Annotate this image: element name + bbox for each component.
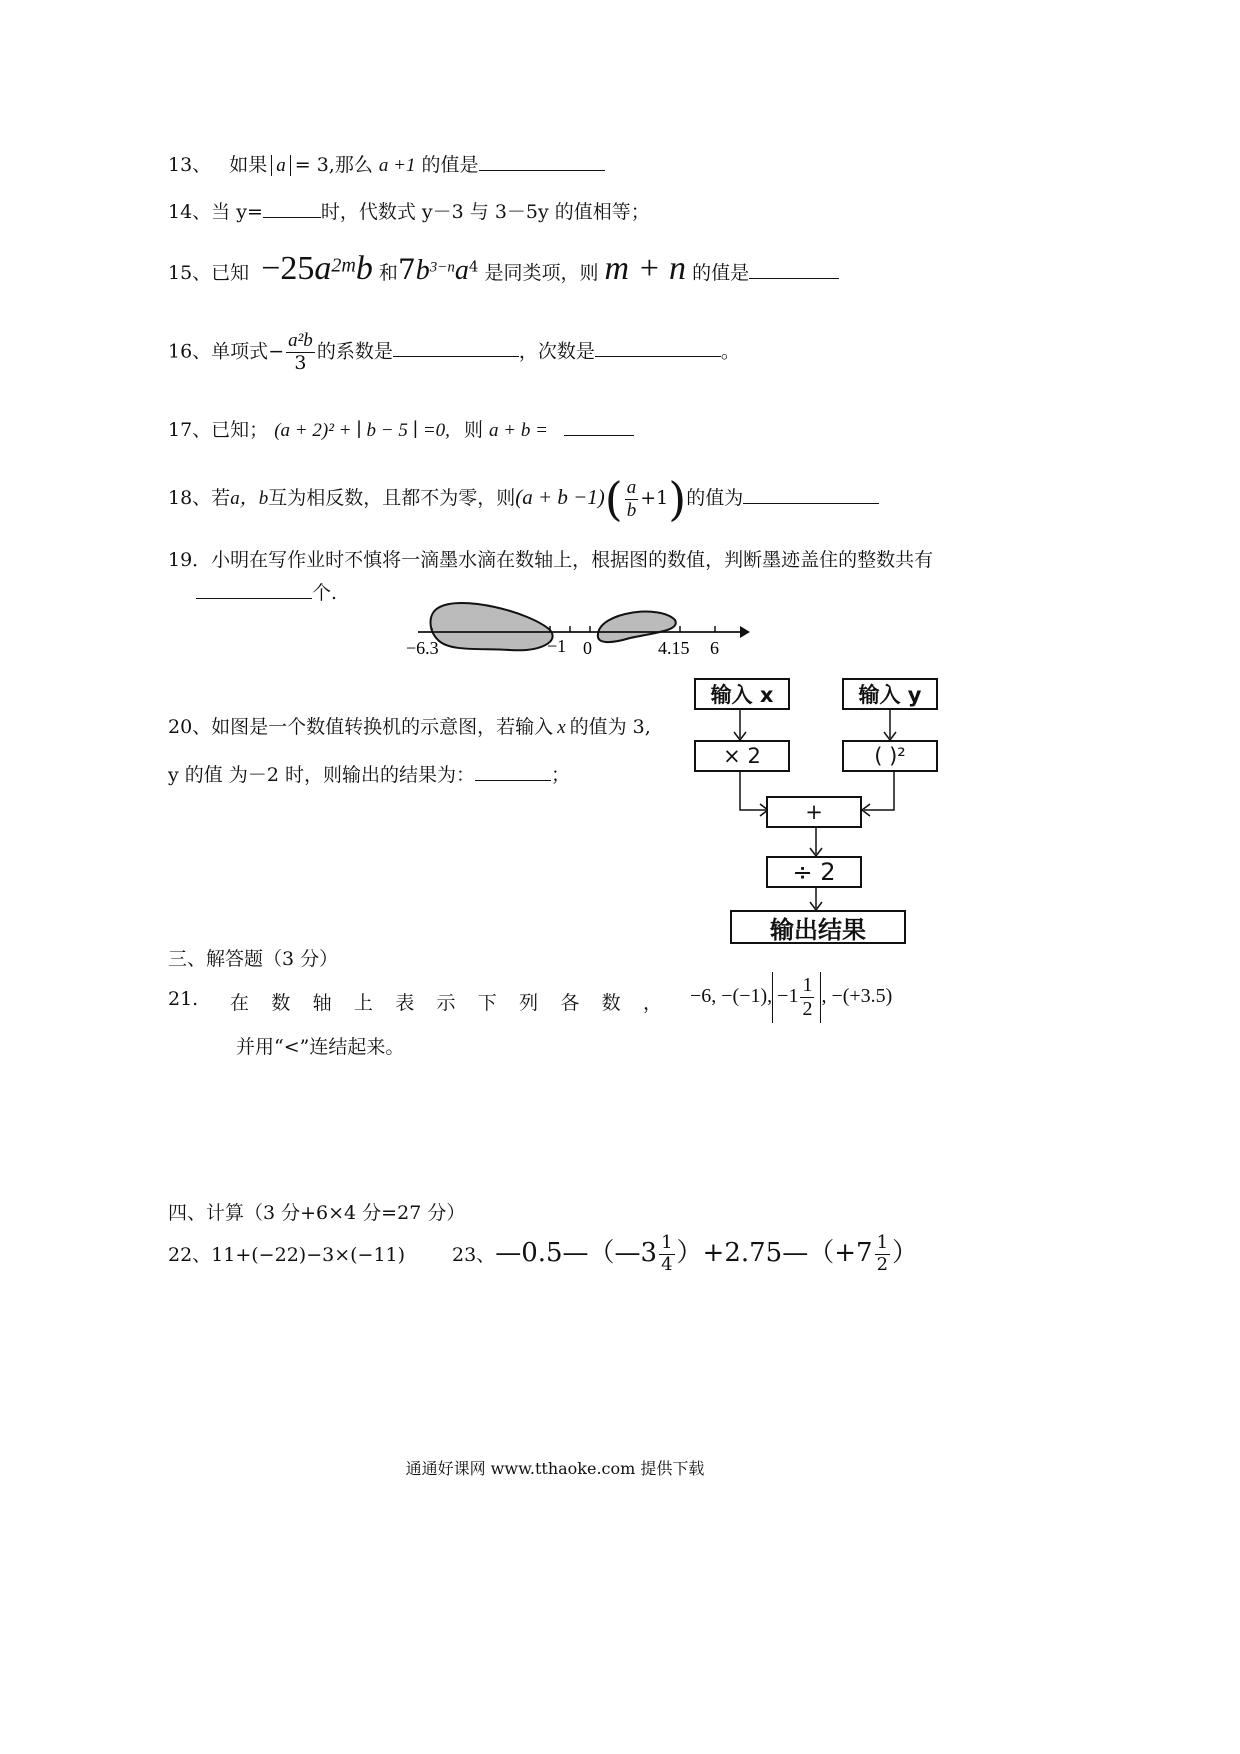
q21-abs-num: 1 [802, 974, 813, 996]
q21-char: 下 [477, 992, 497, 1014]
q15-expr: m + n [604, 250, 687, 287]
q21-char: 示 [436, 992, 456, 1014]
q16-comma: ，次数是 [518, 340, 595, 363]
q21-char: 轴 [312, 992, 332, 1014]
q21-line2: 并用“<”连结起来。 [236, 1036, 405, 1058]
question-13 [168, 150, 605, 177]
q18-number: 18、若 [168, 487, 231, 509]
q16-mid: 的系数是 [316, 340, 393, 363]
q15-coef2: 7 [397, 253, 416, 286]
q15-exp2: 3−n [429, 259, 455, 276]
q21-char: 列 [519, 992, 539, 1014]
q18-fraction [625, 477, 639, 522]
question-23 [452, 1232, 918, 1275]
q18-frac-num: a [626, 476, 637, 498]
ink-blob-left [431, 603, 553, 650]
q16-fraction [286, 330, 315, 375]
q13-prefix: 如果 [229, 154, 268, 176]
q18-mid: 互为相反数，且都不为零，则 [268, 487, 516, 509]
q21-char: 各 [560, 992, 580, 1014]
q21-numbers [690, 972, 892, 1023]
q21-abs-den: 2 [802, 998, 813, 1020]
q20-line2: y 的值 为－2 时，则输出的结果为： [168, 764, 475, 786]
q15-exp1: 2m [331, 254, 356, 277]
q17-then: 则 [463, 419, 483, 441]
question-19-line1: 19．小明在写作业时不慎将一滴墨水滴在数轴上，根据图的数值，判断墨迹盖住的整数共有 [168, 549, 934, 571]
q15-post: 的值是 [692, 262, 750, 284]
input-y-box: 输入 y [842, 678, 938, 710]
q18-post: 的值为 [686, 487, 744, 509]
q13-abs-var: a [271, 155, 291, 176]
q21-char: 在 [230, 992, 250, 1014]
label-neg-1: −1 [547, 636, 567, 656]
label-4-15: 4.15 [658, 638, 690, 658]
q20-answer-blank[interactable] [475, 780, 551, 781]
q17-expr: (a + 2)² + ∣ b − 5 ∣ =0, [274, 420, 450, 441]
q21-abs-group [772, 972, 821, 1023]
q15-var-a: a [314, 250, 332, 287]
axis-arrow [740, 626, 750, 638]
q21-char: 表 [395, 992, 415, 1014]
q21-char: 上 [353, 992, 373, 1014]
q21-abs-fraction [800, 974, 814, 1021]
q16-number: 16、单项式 [168, 340, 269, 363]
q15-and: 和 [378, 262, 398, 284]
section-3-title: 三、解答题（3 分） [168, 948, 339, 970]
footer: 通通好课网 www.tthaoke.com 提供下载 [405, 1459, 705, 1478]
question-20-line2 [168, 760, 570, 787]
plus-box: + [766, 796, 862, 828]
q13-answer-blank[interactable] [479, 170, 605, 171]
q19-post: 个. [312, 582, 338, 604]
q17-expr2: a + b = [489, 420, 548, 441]
q15-answer-blank[interactable] [749, 278, 839, 279]
q14-text-b: 时，代数式 y－3 与 3－5y 的值相等； [320, 201, 650, 223]
question-16 [168, 330, 740, 375]
divide-two-box: ÷ 2 [766, 856, 862, 888]
question-19-line2 [196, 578, 337, 605]
label-6: 6 [710, 638, 719, 658]
q18-vars: a，b [230, 488, 269, 509]
q15-exp3: 4 [468, 257, 479, 276]
q16-end: 。 [720, 340, 740, 363]
q23-f1-num: 1 [661, 1231, 673, 1253]
q17-number: 17、已知； [168, 419, 269, 441]
q16-neg: − [268, 340, 285, 363]
q20-var: x [557, 717, 566, 738]
q23-f2-den: 2 [876, 1253, 889, 1275]
q21-nums-b: , −(+3.5) [821, 985, 893, 1008]
q18-expr-left: (a + b −1) [515, 485, 605, 509]
output-box: 输出结果 [730, 910, 906, 944]
q15-var-a2: a [454, 255, 469, 286]
square-box: ( )² [842, 740, 938, 772]
q14-text-a: 14、当 y= [168, 201, 263, 223]
q13-mid: 那么 [334, 154, 373, 176]
q23-number: 23、 [452, 1244, 496, 1266]
q16-degree-blank[interactable] [595, 356, 721, 357]
q23-part-a: —0.5—（—3 [495, 1238, 658, 1268]
question-17 [168, 415, 634, 442]
q13-post: 的值是 [421, 154, 479, 176]
q16-numerator: a²b [288, 330, 313, 351]
q16-coef-blank[interactable] [393, 356, 519, 357]
q23-f1-den: 4 [661, 1253, 673, 1275]
question-15 [168, 250, 839, 288]
q21-nums-a: −6, −(−1), [690, 985, 773, 1008]
q21-abs-whole: −1 [777, 985, 799, 1008]
q21-char: ， [642, 992, 662, 1014]
q23-f2-num: 1 [876, 1231, 889, 1253]
label-neg-6-3: −6.3 [406, 638, 439, 658]
q23-part-c: ） [892, 1238, 919, 1268]
times-two-box: × 2 [694, 740, 790, 772]
q20-end: ； [550, 764, 570, 786]
input-x-box: 输入 x [694, 678, 790, 710]
q13-expr: a +1 [378, 155, 416, 176]
q18-answer-blank[interactable] [743, 503, 879, 504]
q23-fraction-2 [875, 1233, 890, 1275]
question-22: 22、11+(−22)−3×(−11) [168, 1244, 406, 1266]
q21-char: 数 [271, 992, 291, 1014]
label-0: 0 [583, 638, 592, 658]
q20-line1b: 的值为 3, [569, 716, 651, 738]
q13-number: 13、 [168, 154, 212, 176]
q18-frac-den: b [626, 499, 637, 521]
q15-var-b: b [355, 250, 373, 287]
question-21 [168, 988, 198, 1010]
q14-answer-blank[interactable] [263, 217, 321, 218]
q21-spaced-text [230, 988, 662, 1015]
section-4-title: 四、计算（3 分+6×4 分=27 分） [168, 1202, 466, 1224]
q18-expr-right: +1 [640, 487, 669, 509]
q21-char: 数 [601, 992, 621, 1014]
q23-fraction-1 [659, 1233, 674, 1275]
q17-answer-blank[interactable] [564, 435, 634, 436]
q19-answer-blank[interactable] [196, 598, 312, 599]
ink-number-line [400, 590, 760, 670]
q15-var-b2: b [415, 255, 430, 286]
question-18: 18、若a，b互为相反数，且都不为零，则(a + b −1)( $\frac{a}{b}$ +1)的值为 [168, 472, 879, 526]
question-20-line1 [168, 712, 651, 739]
q20-line1: 20、如图是一个数值转换机的示意图，若输入 [168, 716, 554, 738]
q13-eq: = 3, [294, 154, 335, 176]
question-14 [168, 197, 650, 224]
q23-part-b: ）+2.75—（+7 [676, 1238, 873, 1268]
q15-number: 15、已知 [168, 262, 250, 284]
q16-denominator: 3 [294, 351, 307, 374]
q15-mid: 是同类项，则 [484, 262, 599, 284]
q21-number: 21. [168, 988, 199, 1010]
q15-coef1: −25 [261, 250, 315, 287]
